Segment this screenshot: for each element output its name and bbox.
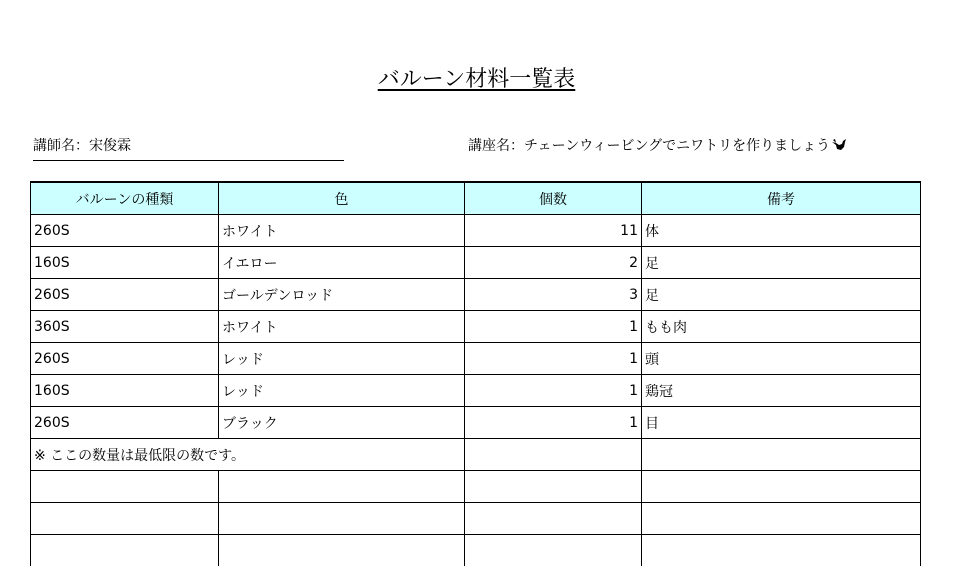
empty-cell — [642, 535, 921, 566]
cell-remarks: 足 — [642, 279, 921, 311]
empty-cell — [465, 471, 642, 503]
empty-cell — [465, 503, 642, 535]
empty-row — [31, 503, 921, 535]
empty-cell — [31, 535, 219, 566]
cell-color: イエロー — [219, 247, 465, 279]
cell-color: ゴールデンロッド — [219, 279, 465, 311]
header-quantity: 個数 — [465, 182, 642, 215]
cell-quantity: 1 — [465, 311, 642, 343]
instructor-underline — [33, 160, 344, 161]
table-row — [31, 311, 921, 343]
cell-quantity: 1 — [465, 375, 642, 407]
document-title-text: バルーン材料一覧表 — [378, 67, 576, 92]
header-balloon-type: バルーンの種類 — [31, 182, 219, 215]
cell-quantity: 11 — [465, 215, 642, 247]
cell-color: レッド — [219, 375, 465, 407]
table-row — [31, 215, 921, 247]
empty-cell — [642, 471, 921, 503]
cell-balloon-type: 160S — [31, 375, 219, 407]
chicken-icon — [831, 138, 847, 152]
cell-balloon-type: 260S — [31, 343, 219, 375]
cell-quantity: 1 — [465, 343, 642, 375]
cell-quantity: 3 — [465, 279, 642, 311]
empty-cell — [465, 535, 642, 566]
table-row — [31, 279, 921, 311]
materials-table — [30, 181, 921, 566]
cell-balloon-type: 360S — [31, 311, 219, 343]
document-title — [0, 66, 953, 94]
table-row — [31, 343, 921, 375]
cell-balloon-type: 260S — [31, 215, 219, 247]
empty-cell — [219, 535, 465, 566]
empty-cell — [642, 439, 921, 471]
cell-quantity: 1 — [465, 407, 642, 439]
header-remarks: 備考 — [642, 182, 921, 215]
header-color: 色 — [219, 182, 465, 215]
empty-cell — [31, 503, 219, 535]
quantity-note: ※ ここの数量は最低限の数です。 — [31, 439, 219, 471]
cell-balloon-type: 160S — [31, 247, 219, 279]
empty-cell — [219, 503, 465, 535]
cell-remarks: 目 — [642, 407, 921, 439]
cell-remarks: もも肉 — [642, 311, 921, 343]
table-row — [31, 407, 921, 439]
cell-color: ホワイト — [219, 311, 465, 343]
empty-cell — [219, 471, 465, 503]
cell-balloon-type: 260S — [31, 279, 219, 311]
empty-cell — [219, 439, 465, 471]
empty-row — [31, 471, 921, 503]
cell-quantity: 2 — [465, 247, 642, 279]
table-header-row — [31, 182, 921, 215]
cell-color: レッド — [219, 343, 465, 375]
cell-remarks: 頭 — [642, 343, 921, 375]
cell-balloon-type: 260S — [31, 407, 219, 439]
cell-remarks: 体 — [642, 215, 921, 247]
table-row — [31, 375, 921, 407]
course-name — [468, 136, 847, 156]
empty-cell — [31, 471, 219, 503]
table-note-row — [31, 439, 921, 471]
table-row — [31, 247, 921, 279]
instructor-name: 講師名：宋俊霖 — [33, 136, 131, 156]
cell-remarks: 鶏冠 — [642, 375, 921, 407]
empty-cell — [465, 439, 642, 471]
empty-cell — [642, 503, 921, 535]
cell-color: ブラック — [219, 407, 465, 439]
cell-remarks: 足 — [642, 247, 921, 279]
cell-color: ホワイト — [219, 215, 465, 247]
empty-row — [31, 535, 921, 566]
course-name-text: 講座名：チェーンウィービングでニワトリを作りましょう — [468, 138, 830, 154]
